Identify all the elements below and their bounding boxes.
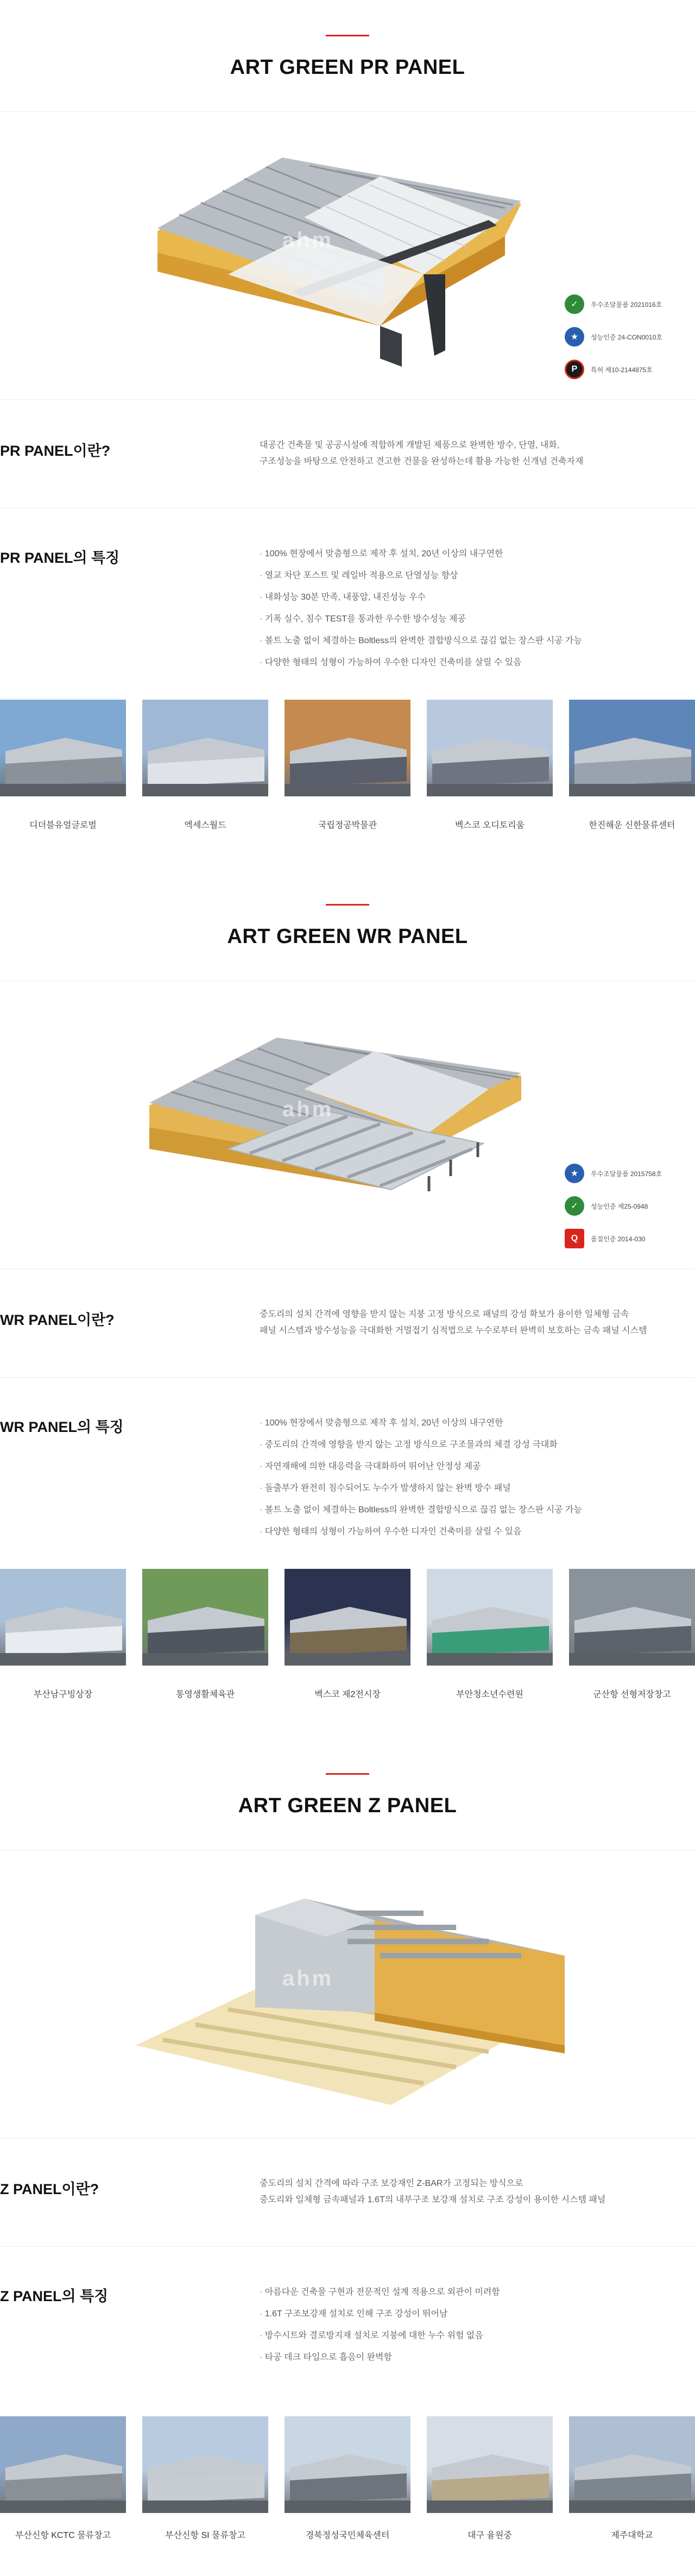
gallery-item[interactable] [285, 2416, 410, 2541]
gallery-item[interactable] [0, 1569, 126, 1700]
project-photo [0, 1569, 126, 1666]
feature-item: · 100% 현장에서 맞춤형으로 제작 후 설치, 20년 이상의 내구연한 [260, 543, 683, 565]
feature-list [260, 2282, 683, 2368]
watermark: ahm [282, 228, 334, 252]
pr-panel-section [0, 0, 695, 869]
about-line: 중도리와 일체형 금속패널과 1.6T의 내부구조 보강재 설치로 구조 강성이 용이한 시스템 패널 [260, 2195, 606, 2204]
project-photo [285, 2416, 410, 2513]
patent-cert-icon: P [565, 360, 584, 379]
gallery-item[interactable] [285, 700, 410, 831]
project-photo [0, 2416, 126, 2513]
divider [0, 399, 695, 400]
cert-list [565, 1157, 690, 1255]
feature-item: · 볼트 노출 없이 체결하는 Boltless의 완벽한 결합방식으로 끊김 없는 장스판 시공 가능 [260, 1499, 683, 1521]
cert-item [565, 288, 690, 321]
project-caption: 군산항 선형저장창고 [593, 1690, 671, 1699]
project-photo [569, 2416, 695, 2513]
feature-item: · 100% 현장에서 맞춤형으로 제작 후 설치, 20년 이상의 내구연한 [260, 1412, 683, 1434]
gallery-item[interactable] [427, 2416, 553, 2541]
gallery-item[interactable] [142, 700, 268, 831]
gallery-item[interactable] [142, 2416, 268, 2541]
divider [0, 2246, 695, 2247]
cert-list [565, 288, 690, 386]
project-caption: 벡스코 오디토리움 [454, 821, 525, 830]
about-description [260, 2176, 683, 2208]
feature-item: · 내화성능 30분 만족, 내풍압, 내진성능 우수 [260, 587, 683, 608]
cert-item [565, 353, 690, 386]
project-gallery [0, 700, 695, 831]
about-line: 구조성능을 바탕으로 안전하고 견고한 건물을 완성하는데 활용 가능한 신개념 건축자재 [260, 457, 584, 466]
project-photo [427, 2416, 553, 2513]
features-heading: Z PANEL의 특징 [0, 2288, 109, 2304]
feature-item: · 방수시트와 결로방지재 설치로 지붕에 대한 누수 위험 없음 [260, 2325, 683, 2347]
wr-panel-section [0, 869, 695, 1738]
project-photo [427, 700, 553, 796]
project-caption: 대구 율원중 [467, 2531, 512, 2540]
divider [0, 1268, 695, 1269]
gs-cert-icon: ✓ [565, 294, 584, 314]
section-title: ART GREEN PR PANEL [230, 56, 465, 79]
cert-item [565, 1222, 690, 1255]
cert-text: 특허 제10-2144875호 [591, 366, 653, 374]
title-accent-bar [326, 35, 369, 36]
cert-item [565, 1190, 690, 1222]
gallery-item[interactable] [142, 1569, 268, 1700]
feature-list [260, 1412, 683, 1543]
gallery-item[interactable] [0, 700, 126, 831]
title-accent-bar [326, 904, 369, 906]
gallery-item[interactable] [285, 1569, 410, 1700]
about-line: 중도리의 설치 간격에 영향을 받지 않는 지붕 고정 방식으로 패널의 강성 확보가 용이한 일체형 금속 [260, 1310, 629, 1319]
watermark: ahm [282, 1097, 334, 1121]
project-gallery [0, 1569, 695, 1700]
project-photo [427, 1569, 553, 1666]
cert-text: 품질인증 2014-030 [591, 1235, 646, 1243]
gallery-item[interactable] [569, 1569, 695, 1700]
about-line: 패널 시스템과 방수성능을 극대화한 거멀접기 심적법으로 누수로부터 완벽히 보호하는 금속 패널 시스템 [260, 1326, 647, 1335]
feature-item: · 돌출부가 완전히 침수되어도 누수가 발생하지 않는 완벽 방수 패널 [260, 1478, 683, 1499]
cert-item [565, 1157, 690, 1190]
project-caption: 통영생활체육관 [175, 1690, 235, 1699]
watermark: ahm [282, 1966, 334, 1990]
feature-item: · 기폭 실수, 침수 TEST를 통과한 우수한 방수성능 제공 [260, 608, 683, 630]
gs-cert-icon: ★ [565, 1164, 584, 1183]
section-title: ART GREEN Z PANEL [238, 1794, 457, 1817]
z-panel-section [0, 1738, 695, 2576]
feature-item: · 다양한 형태의 성형이 가능하여 우수한 디자인 건축미를 살릴 수 있음 [260, 1521, 683, 1543]
project-photo [0, 700, 126, 796]
cert-text: 성능인증 제25-0948 [591, 1202, 648, 1210]
project-caption: 부산신항 KCTC 물류창고 [15, 2531, 111, 2540]
z-panel-illustration [0, 1850, 695, 2138]
about-heading: WR PANEL이란? [0, 1312, 115, 1328]
feature-item: · 타공 데크 타입으로 흡음이 완벽함 [260, 2347, 683, 2368]
project-caption: 부안청소년수련원 [456, 1690, 523, 1699]
project-photo [142, 700, 268, 796]
gallery-item[interactable] [569, 700, 695, 831]
cert-text: 우수조달물품 2021016호 [591, 300, 662, 309]
performance-cert-icon: ★ [565, 327, 584, 347]
feature-item: · 중도리의 간격에 영향을 받지 않는 고정 방식으로 구조물과의 체결 강성 극대화 [260, 1434, 683, 1456]
project-photo [285, 700, 410, 796]
feature-item: · 아름다운 건축물 구현과 전문적인 설계 적용으로 외관이 미려함 [260, 2282, 683, 2303]
cert-text: 우수조달물품 2015758호 [591, 1170, 662, 1178]
section-title: ART GREEN WR PANEL [227, 925, 468, 948]
project-photo [285, 1569, 410, 1666]
feature-item: · 볼트 노출 없이 체결하는 Boltless의 완벽한 결합방식으로 끊김 없는 장스판 시공 가능 [260, 630, 683, 652]
about-heading: PR PANEL이란? [0, 443, 111, 459]
about-heading: Z PANEL이란? [0, 2181, 99, 2197]
quality-cert-icon: Q [565, 1229, 584, 1248]
about-line: 대공간 건축물 및 공공시설에 적합하게 개발된 제품으로 완벽한 방수, 단열, 내화, [260, 441, 560, 450]
performance-cert-icon: ✓ [565, 1196, 584, 1216]
cert-text: 성능인증 24-CON0010호 [591, 333, 662, 341]
project-caption: 부산신항 SI 물류창고 [165, 2531, 245, 2540]
project-caption: 디더블유얼글로벌 [29, 821, 97, 830]
project-caption: 부산남구빙상장 [33, 1690, 93, 1699]
cert-item [565, 321, 690, 353]
features-heading: WR PANEL의 특징 [0, 1419, 124, 1435]
project-caption: 제주대학교 [611, 2531, 653, 2540]
gallery-item[interactable] [0, 2416, 126, 2541]
project-photo [569, 1569, 695, 1666]
gallery-item[interactable] [427, 1569, 553, 1700]
project-photo [142, 2416, 268, 2513]
gallery-item[interactable] [569, 2416, 695, 2541]
about-description [260, 437, 683, 470]
feature-item: · 1.6T 구조보강재 설치로 인해 구조 강성이 뛰어남 [260, 2303, 683, 2325]
divider [0, 1377, 695, 1378]
features-heading: PR PANEL의 특징 [0, 550, 120, 566]
project-gallery [0, 2416, 695, 2541]
feature-item: · 다양한 형태의 성형이 가능하여 우수한 디자인 건축미를 살릴 수 있음 [260, 652, 683, 674]
project-caption: 국립정공박물관 [318, 821, 377, 830]
project-photo [142, 1569, 268, 1666]
project-photo [569, 700, 695, 796]
gallery-item[interactable] [427, 700, 553, 831]
feature-item: · 열교 차단 포스트 및 레일바 적용으로 단열성능 향상 [260, 565, 683, 587]
feature-item: · 자연재해에 의한 대응력을 극대화하여 뛰어난 안정성 제공 [260, 1456, 683, 1478]
project-caption: 경북정성국민체육센터 [305, 2531, 390, 2540]
about-description [260, 1306, 683, 1339]
project-caption: 엑세스월드 [184, 821, 226, 830]
project-caption: 벡스코 제2전시장 [314, 1690, 381, 1699]
title-accent-bar [326, 1773, 369, 1775]
project-caption: 한진해운 신한물류센터 [589, 821, 675, 830]
feature-list [260, 543, 683, 674]
about-line: 중도리의 설치 간격에 따라 구조 보강재인 Z-BAR가 고정되는 방식으로 [260, 2179, 523, 2188]
